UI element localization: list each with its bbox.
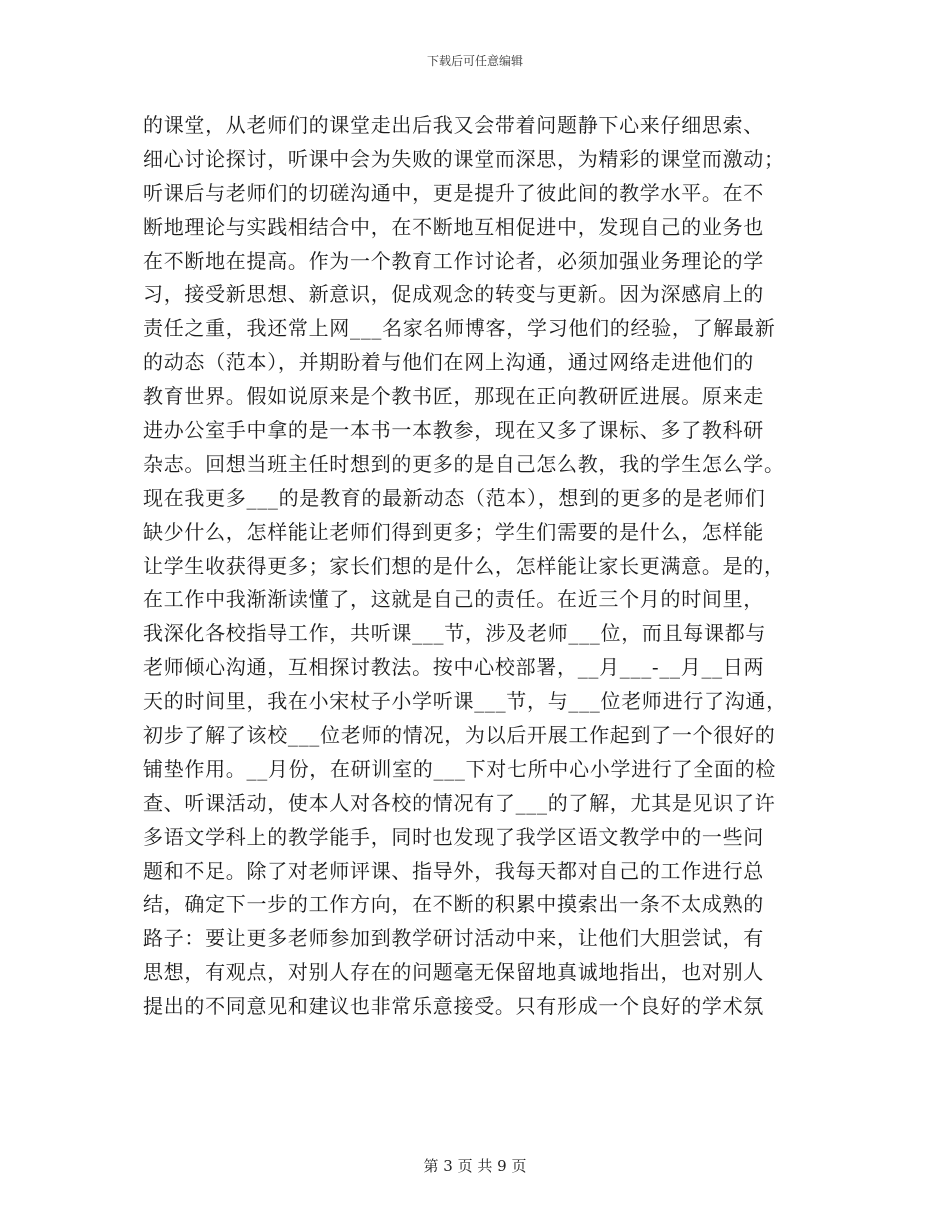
page-header: 下载后可任意编辑 <box>426 54 523 68</box>
body-line: 结，确定下一步的工作方向，在不断的积累中摸索出一条不太成熟的 <box>143 892 764 917</box>
body-line: 的课堂，从老师们的课堂走出后我又会带着问题静下心来仔细思索、 <box>143 113 764 137</box>
body-line: 现在我更多___的是教育的最新动态（范本），想到的更多的是老师们 <box>143 485 766 510</box>
body-line: 多语文学科上的教学能手，同时也发现了我学区语文教学中的一些问 <box>143 824 764 849</box>
body-line: 老师倾心沟通，互相探讨教法。按中心校部署，__月___-__月__日两 <box>143 655 765 680</box>
body-line: 教育世界。假如说原来是个教书匠，那现在正向教研匠进展。原来走 <box>143 384 764 409</box>
page-footer: 第 3 页 共 9 页 <box>423 1157 527 1175</box>
body-line: 听课后与老师们的切磋沟通中，更是提升了彼此间的教学水平。在不 <box>143 180 764 205</box>
body-line: 细心讨论探讨，听课中会为失败的课堂而深思，为精彩的课堂而激动； <box>143 146 785 171</box>
body-line: 的动态（范本），并期盼着与他们在网上沟通，通过网络走进他们的 <box>143 350 754 375</box>
body-line: 我深化各校指导工作，共听课___节，涉及老师___位，而且每课都与 <box>143 621 767 646</box>
body-line: 进办公室手中拿的是一本书一本教参，现在又多了课标、多了教科研 <box>143 418 764 443</box>
body-line: 天的时间里，我在小宋杖子小学听课___节，与___位老师进行了沟通， <box>143 689 787 714</box>
body-line: 初步了解了该校___位老师的情况，为以后开展工作起到了一个很好的 <box>143 723 776 748</box>
body-line: 责任之重，我还常上网___名家名师博客，学习他们的经验，了解最新 <box>143 316 776 341</box>
body-line: 杂志。回想当班主任时想到的更多的是自己怎么教，我的学生怎么学。 <box>143 451 785 476</box>
body-line: 思想，有观点，对别人存在的问题毫无保留地真诚地指出，也对别人 <box>143 960 764 985</box>
body-line: 铺垫作用。__月份，在研训室的___下对七所中心小学进行了全面的检 <box>143 756 777 781</box>
body-line: 查、听课活动，使本人对各校的情况有了___的了解，尤其是见识了许 <box>143 790 776 815</box>
body-line: 在工作中我渐渐读懂了，这就是自己的责任。在近三个月的时间里， <box>143 587 764 612</box>
body-line: 题和不足。除了对老师评课、指导外，我每天都对自己的工作进行总 <box>143 858 764 883</box>
body-line: 习，接受新思想、新意识，促成观念的转变与更新。因为深感肩上的 <box>143 282 764 307</box>
body-line: 在不断地在提高。作为一个教育工作讨论者，必须加强业务理论的学 <box>143 248 764 273</box>
body-line: 缺少什么，怎样能让老师们得到更多；学生们需要的是什么，怎样能 <box>143 519 764 544</box>
body-line: 提出的不同意见和建议也非常乐意接受。只有形成一个良好的学术氛 <box>143 994 764 1019</box>
body-text <box>143 109 805 1024</box>
body-line: 让学生收获得更多；家长们想的是什么，怎样能让家长更满意。是的， <box>143 553 785 578</box>
body-line: 路子：要让更多老师参加到教学研讨活动中来，让他们大胆尝试，有 <box>143 926 764 951</box>
body-line: 断地理论与实践相结合中，在不断地互相促进中，发现自己的业务也 <box>143 214 764 239</box>
